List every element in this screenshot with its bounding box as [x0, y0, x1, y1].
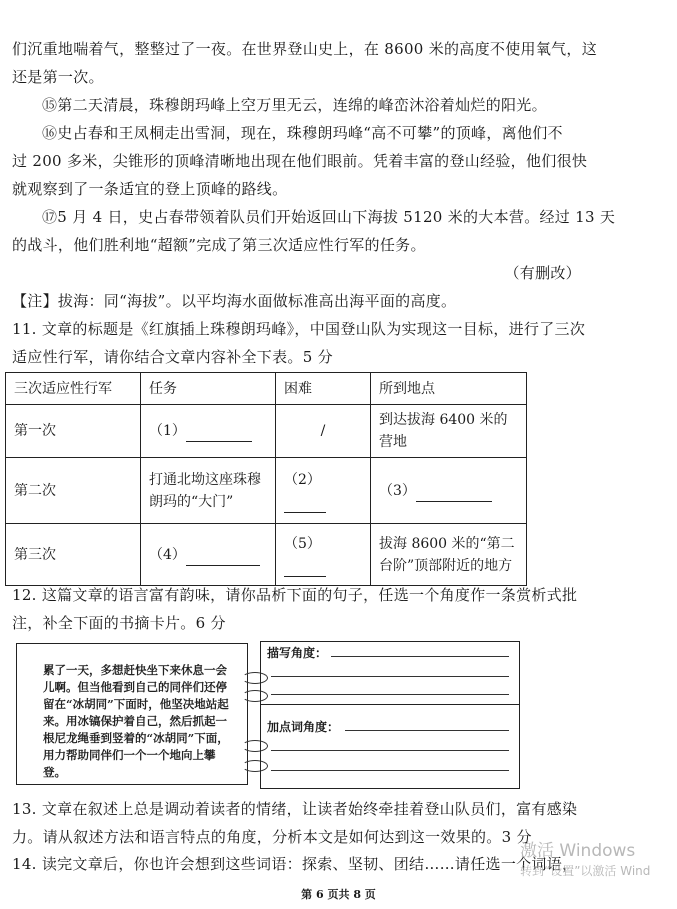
table-row	[6, 524, 527, 586]
table-row	[6, 405, 527, 458]
answer-line[interactable]	[271, 676, 509, 677]
activation-watermark-subtitle: 转到“设置”以激活 Wind	[520, 864, 651, 878]
table-cell: 第二次	[6, 458, 141, 524]
question-11-cont: 适应性行军，请你结合文章内容补全下表。5 分	[12, 348, 333, 366]
table-header: 困难	[276, 373, 371, 405]
blank-label: （2）	[284, 471, 321, 488]
table-header-row	[6, 373, 527, 405]
paragraph-17: ⑰5 月 4 日，史占春带领着队员们开始返回山下海拔 5120 米的大本营。经过 13 天	[42, 208, 616, 226]
answer-line[interactable]	[271, 694, 509, 695]
answer-line[interactable]	[271, 770, 509, 771]
blank-label: （1）	[149, 423, 186, 439]
answer-line[interactable]	[331, 656, 509, 657]
table-cell: 到达拔海 6400 米的营地	[371, 405, 527, 458]
question-12-cont: 注，补全下面的书摘卡片。6 分	[12, 614, 226, 632]
question-14: 14. 读完文章后，你也许会想到这些词语：探索、坚韧、团结……请任选一个词语，	[12, 855, 578, 873]
answer-blank[interactable]	[284, 496, 326, 513]
question-13: 13. 文章在叙述上总是调动着读者的情绪，让读者始终牵挂着登山队员们，富有感染	[12, 800, 578, 818]
table-cell-blank[interactable]	[141, 405, 276, 458]
source-note: （有删改）	[504, 264, 581, 282]
angle-label-dotted-word: 加点词角度：	[267, 720, 340, 734]
annotation-note: 【注】拔海：同“海拔”。以平均海水面做标准高出海平面的高度。	[12, 292, 457, 310]
answer-blank[interactable]	[186, 425, 252, 442]
paragraph-line: 们沉重地喘着气，整整过了一夜。在世界登山史上，在 8600 米的高度不使用氧气，这	[12, 40, 598, 58]
table-cell: 拔海 8600 米的“第二台阶”顶部附近的地方	[371, 524, 527, 586]
question-13-cont: 力。请从叙述方法和语言特点的角度，分析本文是如何达到这一效果的。3 分	[12, 828, 532, 846]
table-cell: 打通北坳这座珠穆朗玛的“大门”	[141, 458, 276, 524]
table-cell: 第三次	[6, 524, 141, 586]
table-header: 所到地点	[371, 373, 527, 405]
blank-label: （3）	[379, 482, 416, 499]
table-cell-blank[interactable]	[276, 458, 371, 524]
question-12: 12. 这篇文章的语言富有韵味，请你品析下面的句子，任选一个角度作一条赏析式批	[12, 586, 578, 604]
question-11: 11. 文章的标题是《红旗插上珠穆朗玛峰》，中国登山队为实现这一目标，进行了三次	[12, 320, 586, 338]
table-header: 任务	[141, 373, 276, 405]
blank-label: （4）	[149, 546, 186, 563]
page-footer: 第 6 页共 8 页	[301, 888, 376, 901]
table-cell-blank[interactable]	[276, 524, 371, 586]
paragraph-16: ⑯史占春和王凤桐走出雪洞，现在，珠穆朗玛峰“高不可攀”的顶峰，离他们不	[42, 124, 563, 142]
answer-blank[interactable]	[284, 560, 326, 577]
march-table	[5, 372, 527, 586]
table-cell-blank[interactable]	[371, 458, 527, 524]
table-row	[6, 458, 527, 524]
annotation-card	[260, 641, 520, 789]
card-divider	[261, 704, 519, 705]
table-cell-blank[interactable]	[141, 524, 276, 586]
activation-watermark-title: 激活 Windows	[520, 841, 636, 861]
table-header: 三次适应性行军	[6, 373, 141, 405]
answer-line[interactable]	[345, 730, 509, 731]
paragraph-line: 还是第一次。	[12, 68, 104, 86]
paragraph-line: 过 200 多米，尖锥形的顶峰清晰地出现在他们眼前。凭着丰富的登山经验，他们很快	[12, 152, 588, 170]
blank-label: （5）	[284, 535, 321, 552]
answer-line[interactable]	[271, 750, 509, 751]
table-cell: 第一次	[6, 405, 141, 458]
excerpt-card: 累了一天，多想赶快坐下来休息一会儿啊。但当他看到自己的同伴们还停留在“冰胡同”下面时，他坚决地站起来。用冰镐保护着自己，然后抓起一根尼龙绳垂到竖着的“冰胡同”下面，用力帮助同伴们一个一个地向上攀登。	[16, 643, 248, 785]
table-cell: /	[276, 405, 371, 458]
paragraph-line: 就观察到了一条适宜的登上顶峰的路线。	[12, 180, 288, 198]
angle-label-description: 描写角度：	[267, 646, 328, 660]
answer-blank[interactable]	[186, 549, 260, 566]
paragraph-15: ⑮第二天清晨，珠穆朗玛峰上空万里无云，连绵的峰峦沐浴着灿烂的阳光。	[42, 96, 547, 114]
answer-blank[interactable]	[416, 485, 492, 502]
paragraph-line: 的战斗，他们胜利地“超额”完成了第三次适应性行军的任务。	[12, 236, 426, 254]
